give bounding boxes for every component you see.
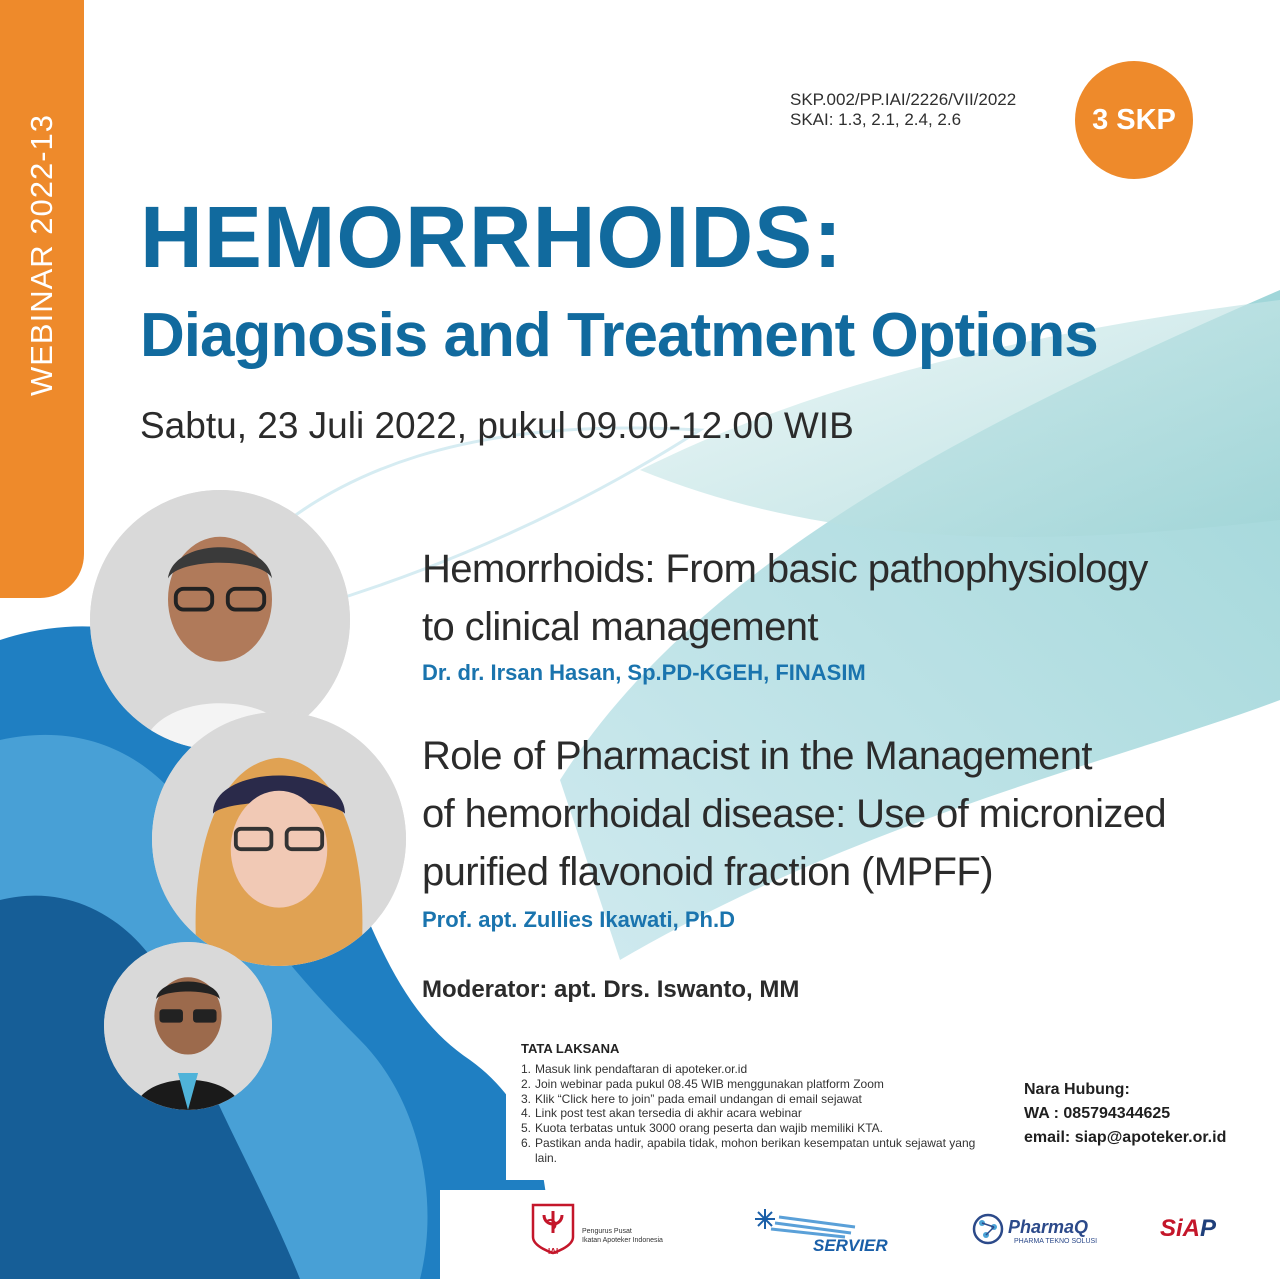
pharmaq-tagline: PHARMA TEKNO SOLUSI [1014, 1238, 1098, 1245]
siap-logo [1160, 1213, 1240, 1253]
procedure-item [521, 1077, 981, 1092]
contact-whatsapp[interactable]: WA : 085794344625 [1024, 1105, 1171, 1122]
procedure-item [521, 1062, 981, 1077]
procedure-list [521, 1062, 981, 1166]
speaker-name-1: Dr. dr. Irsan Hasan, Sp.PD-KGEH, FINASIM [422, 660, 866, 685]
contact-email[interactable]: email: siap@apoteker.or.id [1024, 1129, 1227, 1146]
event-datetime: Sabtu, 23 Juli 2022, pukul 09.00-12.00 WIB [140, 405, 854, 446]
procedure-item-text: Link post test akan tersedia di akhir acara webinar [535, 1106, 802, 1121]
procedure-item [521, 1121, 981, 1136]
poster-title: HEMORRHOIDS: [140, 189, 844, 286]
procedure-item-text: Masuk link pendaftaran di apoteker.or.id [535, 1062, 748, 1076]
pharmaq-wordmark: PharmaQ [1008, 1217, 1089, 1237]
speaker-avatar-icon [90, 490, 350, 750]
talk-title-2 [422, 727, 1166, 901]
speaker-name-2: Prof. apt. Zullies Ikawati, Ph.D [422, 907, 735, 932]
procedure-item-text: Join webinar pada pukul 08.45 WIB menggunakan platform Zoom [535, 1076, 884, 1091]
servier-logo [745, 1205, 895, 1255]
procedure-item-number: 4. [521, 1106, 532, 1121]
speaker-avatar-icon [152, 712, 406, 966]
servier-wordmark: SERVIER [813, 1236, 888, 1255]
procedure-item [521, 1136, 981, 1166]
procedure-item-text: Pastikan anda hadir, apabila tidak, mohon berikan kesempatan untuk sejawat yang lain. [535, 1135, 976, 1165]
iai-logo [530, 1203, 710, 1263]
moderator-avatar-icon [104, 942, 272, 1110]
speaker-photo-2 [152, 712, 406, 966]
iai-logo-text [582, 1227, 663, 1245]
sponsor-logos [520, 1195, 1280, 1279]
procedure-item-number: 2. [521, 1076, 532, 1091]
procedure-title: TATA LAKSANA [521, 1041, 620, 1056]
skp-credit-badge: 3 SKP [1075, 61, 1193, 179]
talk-title-line: Hemorrhoids: From basic pathophysiology [422, 547, 1148, 591]
iai-logo-label: IAI [548, 1247, 559, 1256]
iai-logo-line: Ikatan Apoteker Indonesia [582, 1237, 663, 1244]
procedure-item-number: 6. [521, 1135, 532, 1150]
procedure-item-number: 1. [521, 1062, 532, 1076]
iai-logo-line: Pengurus Pusat [582, 1228, 632, 1235]
procedure-item-number: 3. [521, 1091, 532, 1106]
siap-wordmark-part: SiA [1160, 1215, 1201, 1242]
procedure-item [521, 1106, 981, 1121]
skai-codes: SKAI: 1.3, 2.1, 2.4, 2.6 [790, 110, 962, 129]
talk-title-line: Role of Pharmacist in the Management [422, 734, 1092, 778]
talk-title-1 [422, 540, 1148, 656]
procedure-item-text: Kuota terbatas untuk 3000 orang peserta dan wajib memiliki KTA. [535, 1121, 883, 1136]
skp-code: SKP.002/PP.IAI/2226/VII/2022 [790, 90, 1017, 109]
moderator-photo [104, 942, 272, 1110]
moderator-name: Moderator: apt. Drs. Iswanto, MM [422, 976, 800, 1003]
reference-block [790, 90, 1016, 130]
procedure-item [521, 1092, 981, 1107]
contact-heading: Nara Hubung: [1024, 1081, 1130, 1098]
talk-title-line: of hemorrhoidal disease: Use of micronized [422, 792, 1167, 836]
procedure-item-text: Klik “Click here to join” pada email undangan di email sejawat [535, 1091, 862, 1106]
poster-subtitle: Diagnosis and Treatment Options [140, 301, 1098, 370]
pharmaq-logo-icon [970, 1209, 1006, 1249]
talk-title-line: to clinical management [422, 605, 818, 649]
speaker-photo-1 [90, 490, 350, 750]
pharmaq-logo [970, 1209, 1110, 1253]
procedure-item-number: 5. [521, 1121, 532, 1136]
webinar-series-label: WEBINAR 2022-13 [24, 113, 59, 397]
contact-block [1024, 1078, 1226, 1150]
talk-title-line: purified flavonoid fraction (MPFF) [422, 850, 993, 894]
siap-wordmark-part: P [1200, 1215, 1217, 1242]
siap-logo-icon [1160, 1215, 1216, 1243]
